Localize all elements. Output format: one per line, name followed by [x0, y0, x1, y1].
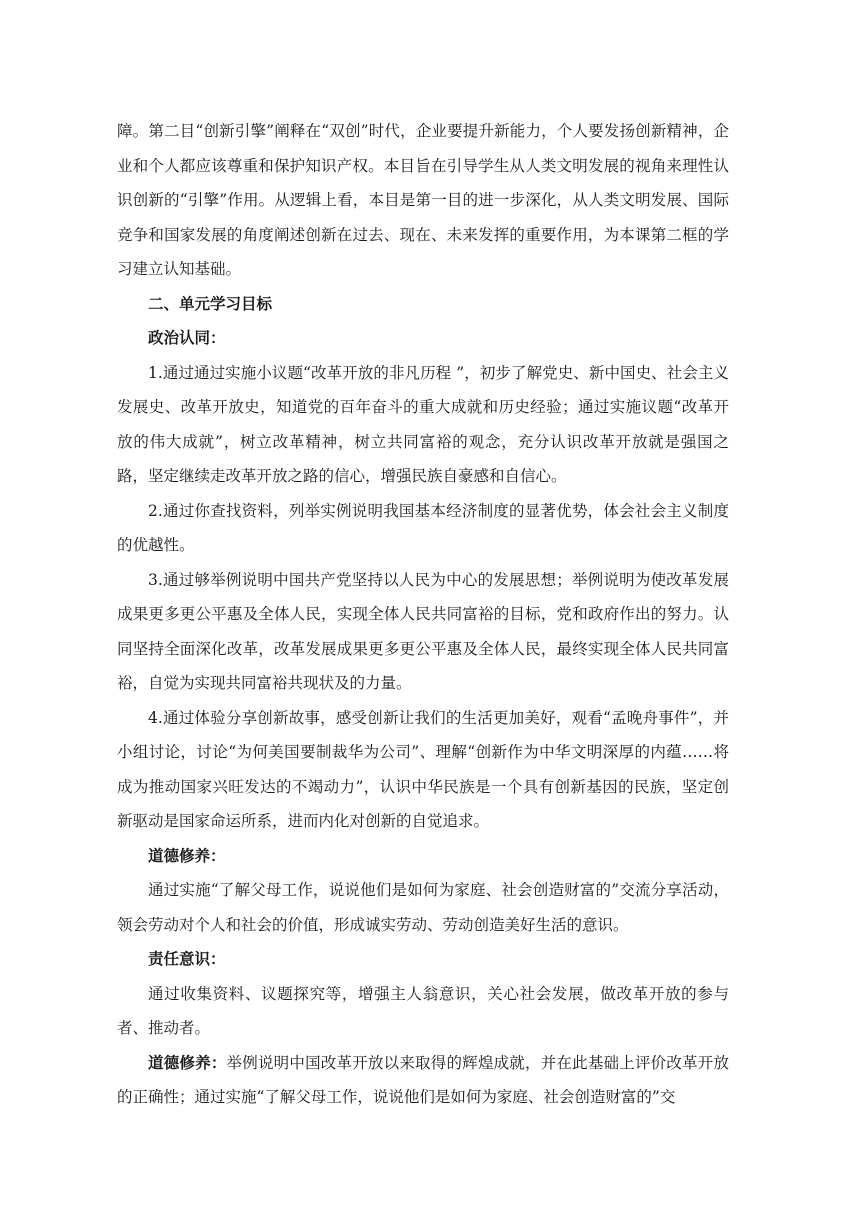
political-identity-heading: 政治认同： — [148, 328, 226, 347]
objective-3-paragraph: 3.通过够举例说明中国共产党坚持以人民为中心的发展思想；举例说明为使改革发展成果更多更公平惠及全体人民，实现全体人民共同富裕的目标，党和政府作出的努力。认同坚持全面深化改革，改革发展成果更多更公平惠及全体人民，最终实现全体人民共同富裕，自觉为实现共同富裕共现状及的力量。 — [117, 570, 729, 692]
responsibility-heading: 责任意识： — [148, 949, 226, 968]
objective-4-paragraph: 4.通过体验分享创新故事，感受创新让我们的生活更加美好，观看“孟晚舟事件”，并小组讨论，讨论“为何美国要制裁华为公司”、理解“创新作为中华文明深厚的内蕴……将成为推动国家兴旺发达的不竭动力”，认识中华民族是一个具有创新基因的民族，坚定创新驱动是国家命运所系，进而内化对创新的自觉追求。 — [117, 708, 729, 830]
moral-cultivation-paragraph: 通过实施“了解父母工作，说说他们是如何为家庭、社会创造财富的”交流分享活动，领会劳动对个人和社会的价值，形成诚实劳动、劳动创造美好生活的意识。 — [117, 881, 729, 934]
objective-1-paragraph: 1.通过通过实施小议题“改革开放的非凡历程 ”，初步了解党史、新中国史、社会主义发展史、改革开放史，知道党的百年奋斗的重大成就和历史经验；通过实施议题“改革开放的伟大成就”，树立改革精神，树立共同富裕的观念，充分认识改革开放就是强国之路，坚定继续走改革开放之路的信心，增强民族自豪感和自信心。 — [117, 363, 729, 485]
moral-cultivation-2-text: 举例说明中国改革开放以来取得的辉煌成就，并在此基础上评价改革开放的正确性；通过实施“了解父母工作，说说他们是如何为家庭、社会创造财富的”交 — [117, 1053, 729, 1106]
intro-paragraph: 障。第二目“创新引擎”阐释在“双创”时代，企业要提升新能力，个人要发扬创新精神，企业和个人都应该尊重和保护知识产权。本目旨在引导学生从人类文明发展的视角来理性认识创新的“引擎”作用。从逻辑上看，本目是第一目的进一步深化，从人类文明发展、国际竞争和国家发展的角度阐述创新在过去、现在、未来发挥的重要作用，为本课第二框的学习建立认知基础。 — [117, 122, 729, 278]
section-heading: 二、单元学习目标 — [148, 293, 273, 313]
moral-cultivation-2-heading: 道德修养： — [148, 1052, 227, 1072]
document-body — [117, 114, 729, 1115]
responsibility-paragraph: 通过收集资料、议题探究等，增强主人翁意识，关心社会发展，做改革开放的参与者、推动者。 — [117, 984, 729, 1037]
moral-cultivation-heading: 道德修养： — [148, 845, 226, 865]
moral-cultivation-2-paragraph — [117, 1046, 729, 1115]
objective-2-paragraph: 2.通过你查找资料，列举实例说明我国基本经济制度的显著优势，体会社会主义制度的优越性。 — [117, 501, 729, 554]
